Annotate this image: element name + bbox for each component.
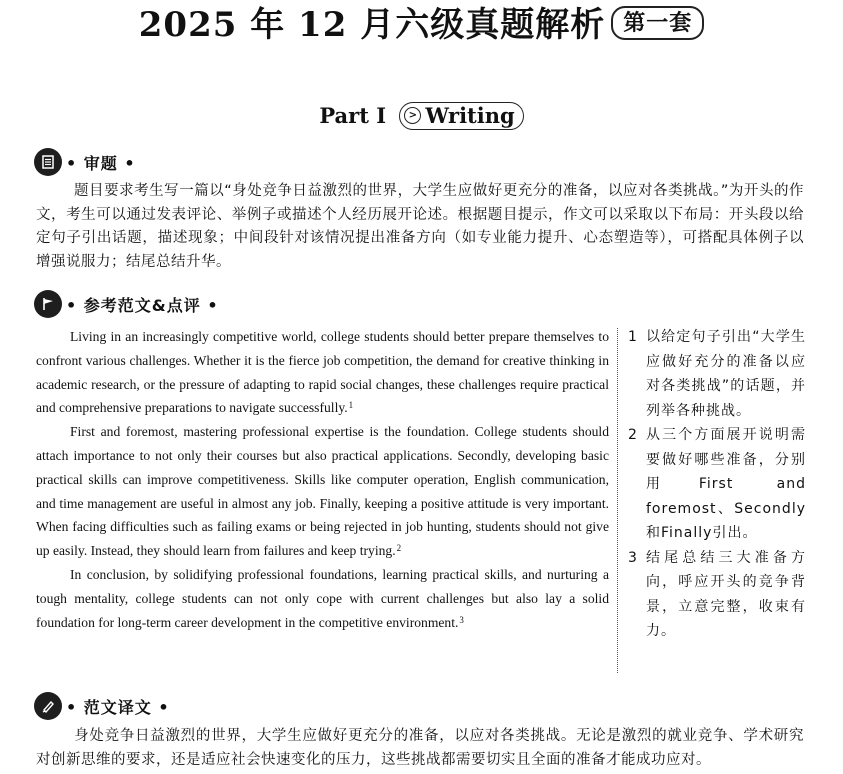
essay-paragraph: First and foremost, mastering professional expertise is the foundation. College students should attach importance to not only their courses but also practical applications. Secondly, developing basic practical skills can improve competitiveness. Skills like computer operation, English communication, and time management are useful in almost any job. Finally, keeping a positive attitude is very important. When facing difficulties such as failing exams or being rejected in job hunting, students should not give up easily. Instead, they should learn from failures and keep trying.$^2$: [36, 424, 609, 559]
flag-icon: [34, 290, 62, 318]
sample-section-header: [34, 289, 219, 319]
commentary-note: 2 从三个方面展开说明需要做好哪些准备，分别用First and foremost、Secondly和Finally引出。: [628, 427, 806, 541]
set-badge: 第一套: [611, 6, 704, 40]
document-icon: [34, 148, 62, 176]
translation-section-header: [34, 691, 170, 721]
essay-paragraph: In conclusion, by solidifying professional foundations, learning practical skills, and nurturing a tough mentality, college students can not only cope with current challenges but also lay a solid foundation for long-term career development in the competitive environment.$^3$: [36, 566, 609, 630]
commentary-note: 3 结尾总结三大准备方向，呼应开头的竞争背景，立意完整，收束有力。: [628, 549, 806, 639]
title-text: 2025 年 12 月六级真题解析: [138, 5, 606, 45]
essay-paragraph: Living in an increasingly competitive world, college students should better prepare themselves to confront various challenges. Whether it is the fierce job competition, the demand for creative thinking in academic research, or the pressure of adapting to rapid social changes, these challenges require practical and comprehensive preparations to navigate successfully.$^1$: [36, 329, 609, 416]
chevron-right-icon: >: [404, 107, 421, 124]
commentary-note: 1 以给定句子引出“大学生应做好充分的准备以应对各类挑战”的话题，并列举各种挑战。: [628, 329, 806, 419]
analysis-text: 题目要求考生写一篇以“身处竞争日益激烈的世界，大学生应做好更充分的准备，以应对各类挑战。”为开头的作文，考生可以通过发表评论、举例子或描述个人经历展开论述。根据题目提示，作文可以采取以下布局：开头段以给定句子引出话题，描述现象；中间段针对该情况提出准备方向（如专业能力提升、心态塑造等），可搭配具体例子以增强说服力；结尾总结升华。: [36, 183, 804, 270]
sample-title: • 参考范文&点评 •: [66, 295, 219, 315]
part-name-pill: [399, 102, 523, 130]
note-marker: 1: [348, 400, 354, 411]
translation-title: • 范文译文 •: [66, 697, 170, 717]
note-marker: 3: [459, 614, 464, 625]
translation-text: 身处竞争日益激烈的世界，大学生应做好更充分的准备，以应对各类挑战。无论是激烈的就业竞争、学术研究对创新思维的要求，还是适应社会快速变化的压力，这些挑战都需要切实且全面的准备才能成功应对。: [36, 728, 804, 768]
note-marker: 2: [396, 543, 402, 554]
part-name: Writing: [425, 103, 515, 128]
commentary-notes: [628, 325, 806, 644]
analysis-section-header: [34, 147, 136, 177]
column-divider: [617, 328, 618, 673]
part-heading: [0, 100, 843, 132]
analysis-title: • 审题 •: [66, 153, 136, 173]
pen-icon: [34, 692, 62, 720]
page-title: [0, 0, 843, 50]
part-label: Part I: [319, 103, 387, 128]
sample-essay: [36, 325, 609, 634]
